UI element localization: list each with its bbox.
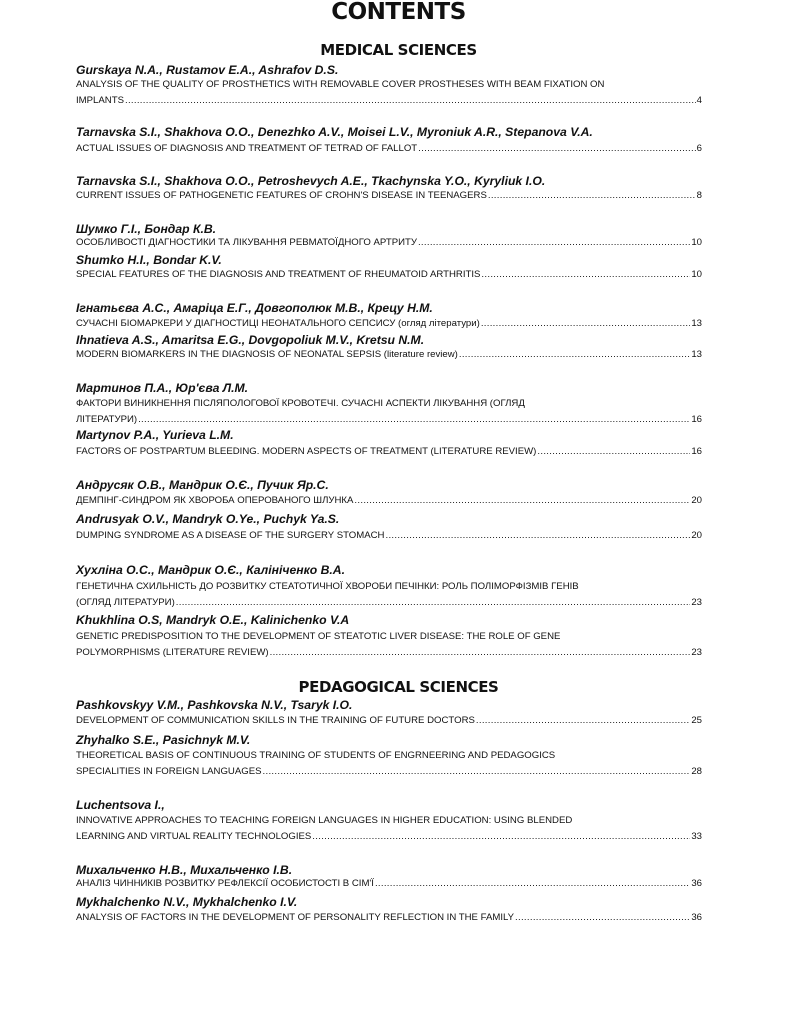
leader-dots	[418, 141, 695, 157]
entry-page-number: 23	[691, 597, 702, 608]
entry-authors: Ihnatieva A.S., Amaritsa E.G., Dovgopoliuk M.V., Kretsu N.M.	[76, 333, 425, 347]
entry-authors: Shumko H.I., Bondar K.V.	[76, 253, 222, 267]
entry-authors: Tarnavska S.I., Shakhova O.O., Denezhko A.V., Moisei L.V., Myroniuk A.R., Stepanova V.A.	[76, 125, 593, 139]
entry-page-number: 16	[691, 446, 702, 457]
leader-dots	[481, 267, 690, 283]
entry-page-number: 10	[691, 269, 702, 280]
entry-page-number: 36	[691, 912, 702, 923]
entry-authors: Andrusyak O.V., Mandryk O.Ye., Puchyk Ya.S.	[76, 512, 340, 526]
entry-page-number: 20	[691, 495, 702, 506]
entry-authors: Хухліна О.С., Мандрик О.Є., Калініченко В.А.	[76, 563, 345, 577]
leader-dots	[375, 876, 690, 892]
entry-page-number: 36	[691, 878, 702, 889]
entry-page-number: 4	[696, 95, 702, 106]
leader-dots	[138, 412, 690, 428]
entry-title[interactable]: ФАКТОРИ ВИНИКНЕННЯ ПІСЛЯПОЛОГОВОЇ КРОВОТЕЧІ. СУЧАСНІ АСПЕКТИ ЛІКУВАННЯ (ОГЛЯД ЛІТЕРАТУРИ) ..... 16	[76, 396, 702, 428]
entry-title[interactable]: DUMPING SYNDROME AS A DISEASE OF THE SURGERY STOMACH ..... 20	[76, 528, 702, 544]
entry-title[interactable]: ANALYSIS OF FACTORS IN THE DEVELOPMENT OF PERSONALITY REFLECTION IN THE FAMILY ..... 36	[76, 910, 702, 926]
entry-authors: Михальченко Н.В., Михальченко І.В.	[76, 863, 293, 877]
entry-page-number: 25	[691, 715, 702, 726]
leader-dots	[515, 910, 690, 926]
entry-title[interactable]: SPECIAL FEATURES OF THE DIAGNOSIS AND TREATMENT OF RHEUMATOID ARTHRITIS ..... 10	[76, 267, 702, 283]
entry-page-number: 16	[691, 414, 702, 425]
entry-title[interactable]: INNOVATIVE APPROACHES TO TEACHING FOREIGN LANGUAGES IN HIGHER EDUCATION: USING BLENDED LEARNING AND VIRTUAL REALITY TECHNOLOGIES ..... 33	[76, 813, 702, 845]
entry-page-number: 13	[691, 318, 702, 329]
leader-dots	[418, 235, 690, 251]
entry-authors: Шумко Г.І., Бондар К.В.	[76, 222, 217, 236]
entry-title[interactable]: DEVELOPMENT OF COMMUNICATION SKILLS IN THE TRAINING OF FUTURE DOCTORS ..... 25	[76, 713, 702, 729]
entry-page-number: 6	[696, 143, 702, 154]
section-heading-medical: MEDICAL SCIENCES	[320, 41, 477, 59]
entry-page-number: 23	[691, 647, 702, 658]
entry-title[interactable]: ДЕМПІНГ-СИНДРОМ ЯК ХВОРОБА ОПЕРОВАНОГО ШЛУНКА ..... 20	[76, 493, 702, 509]
leader-dots	[263, 764, 691, 780]
leader-dots	[537, 444, 690, 460]
entry-page-number: 33	[691, 831, 702, 842]
leader-dots	[270, 645, 691, 661]
entry-title[interactable]: MODERN BIOMARKERS IN THE DIAGNOSIS OF NEONATAL SEPSIS (literature review) ..... 13	[76, 347, 702, 363]
entry-title[interactable]: CURRENT ISSUES OF PATHOGENETIC FEATURES OF CROHN'S DISEASE IN TEENAGERS ..... 8	[76, 188, 702, 204]
entry-authors: Luchentsova I.,	[76, 798, 165, 812]
leader-dots	[312, 829, 690, 845]
entry-title[interactable]: ГЕНЕТИЧНА СХИЛЬНІСТЬ ДО РОЗВИТКУ СТЕАТОТИЧНОЇ ХВОРОБИ ПЕЧІНКИ: РОЛЬ ПОЛІМОРФІЗМІВ ГЕНІВ (ОГЛЯД ЛІТЕРАТУРИ) ..... 23	[76, 579, 702, 611]
entry-authors: Khukhlina O.S, Mandryk O.E., Kalinichenko V.A	[76, 613, 350, 627]
entry-authors: Андрусяк О.В., Мандрик О.Є., Пучик Яр.С.	[76, 478, 329, 492]
entry-page-number: 20	[691, 530, 702, 541]
leader-dots	[176, 595, 691, 611]
entry-authors: Martynov P.A., Yurieva L.M.	[76, 428, 234, 442]
entry-authors: Gurskaya N.A., Rustamov E.A., Ashrafov D.S.	[76, 63, 339, 77]
entry-title[interactable]: ACTUAL ISSUES OF DIAGNOSIS AND TREATMENT OF TETRAD OF FALLOT ..... 6	[76, 141, 702, 157]
entry-authors: Tarnavska S.I., Shakhova O.O., Petroshevych A.E., Tkachynska Y.O., Kyryliuk I.O.	[76, 174, 546, 188]
entry-page-number: 13	[691, 349, 702, 360]
entry-authors: Ігнатьєва А.С., Амаріца Е.Г., Довгополюк М.В., Крецу Н.М.	[76, 301, 433, 315]
entry-page-number: 8	[696, 190, 702, 201]
entry-title[interactable]: ОСОБЛИВОСТІ ДІАГНОСТИКИ ТА ЛІКУВАННЯ РЕВМАТОЇДНОГО АРТРИТУ ..... 10	[76, 235, 702, 251]
leader-dots	[476, 713, 690, 729]
entry-page-number: 10	[691, 237, 702, 248]
leader-dots	[459, 347, 690, 363]
entry-title[interactable]: АНАЛІЗ ЧИННИКІВ РОЗВИТКУ РЕФЛЕКСІЇ ОСОБИСТОСТІ В СІМ'Ї ..... 36	[76, 876, 702, 892]
entry-authors: Mykhalchenko N.V., Mykhalchenko I.V.	[76, 895, 298, 909]
entry-page-number: 28	[691, 766, 702, 777]
entry-authors: Zhyhalko S.E., Pasichnyk M.V.	[76, 733, 251, 747]
leader-dots	[125, 93, 696, 109]
leader-dots	[386, 528, 691, 544]
entry-title[interactable]: СУЧАСНІ БІОМАРКЕРИ У ДІАГНОСТИЦІ НЕОНАТАЛЬНОГО СЕПСИСУ (огляд літератури) ..... 13	[76, 316, 702, 332]
entry-title[interactable]: GENETIC PREDISPOSITION TO THE DEVELOPMENT OF STEATOTIC LIVER DISEASE: THE ROLE OF GENE POLYMORPHISMS (LITERATURE REVIEW) ..... 23	[76, 629, 702, 661]
leader-dots	[488, 188, 696, 204]
entry-title[interactable]: FACTORS OF POSTPARTUM BLEEDING. MODERN ASPECTS OF TREATMENT (LITERATURE REVIEW) ..... 16	[76, 444, 702, 460]
leader-dots	[354, 493, 690, 509]
entry-title[interactable]: ANALYSIS OF THE QUALITY OF PROSTHETICS WITH REMOVABLE COVER PROSTHESES WITH BEAM FIXATION ON IMPLANTS ..... 4	[76, 77, 702, 109]
page-title: CONTENTS	[331, 0, 466, 25]
entry-authors: Pashkovskyy V.M., Pashkovska N.V., Tsaryk I.O.	[76, 698, 353, 712]
entry-title[interactable]: THEORETICAL BASIS OF CONTINUOUS TRAINING OF STUDENTS OF ENGRNEERING AND PEDAGOGICS SPECIALITIES IN FOREIGN LANGUAGES ..... 28	[76, 748, 702, 780]
leader-dots	[481, 316, 691, 332]
section-heading-pedagogical: PEDAGOGICAL SCIENCES	[298, 678, 499, 696]
entry-authors: Мартинов П.А., Юр'єва Л.М.	[76, 381, 249, 395]
